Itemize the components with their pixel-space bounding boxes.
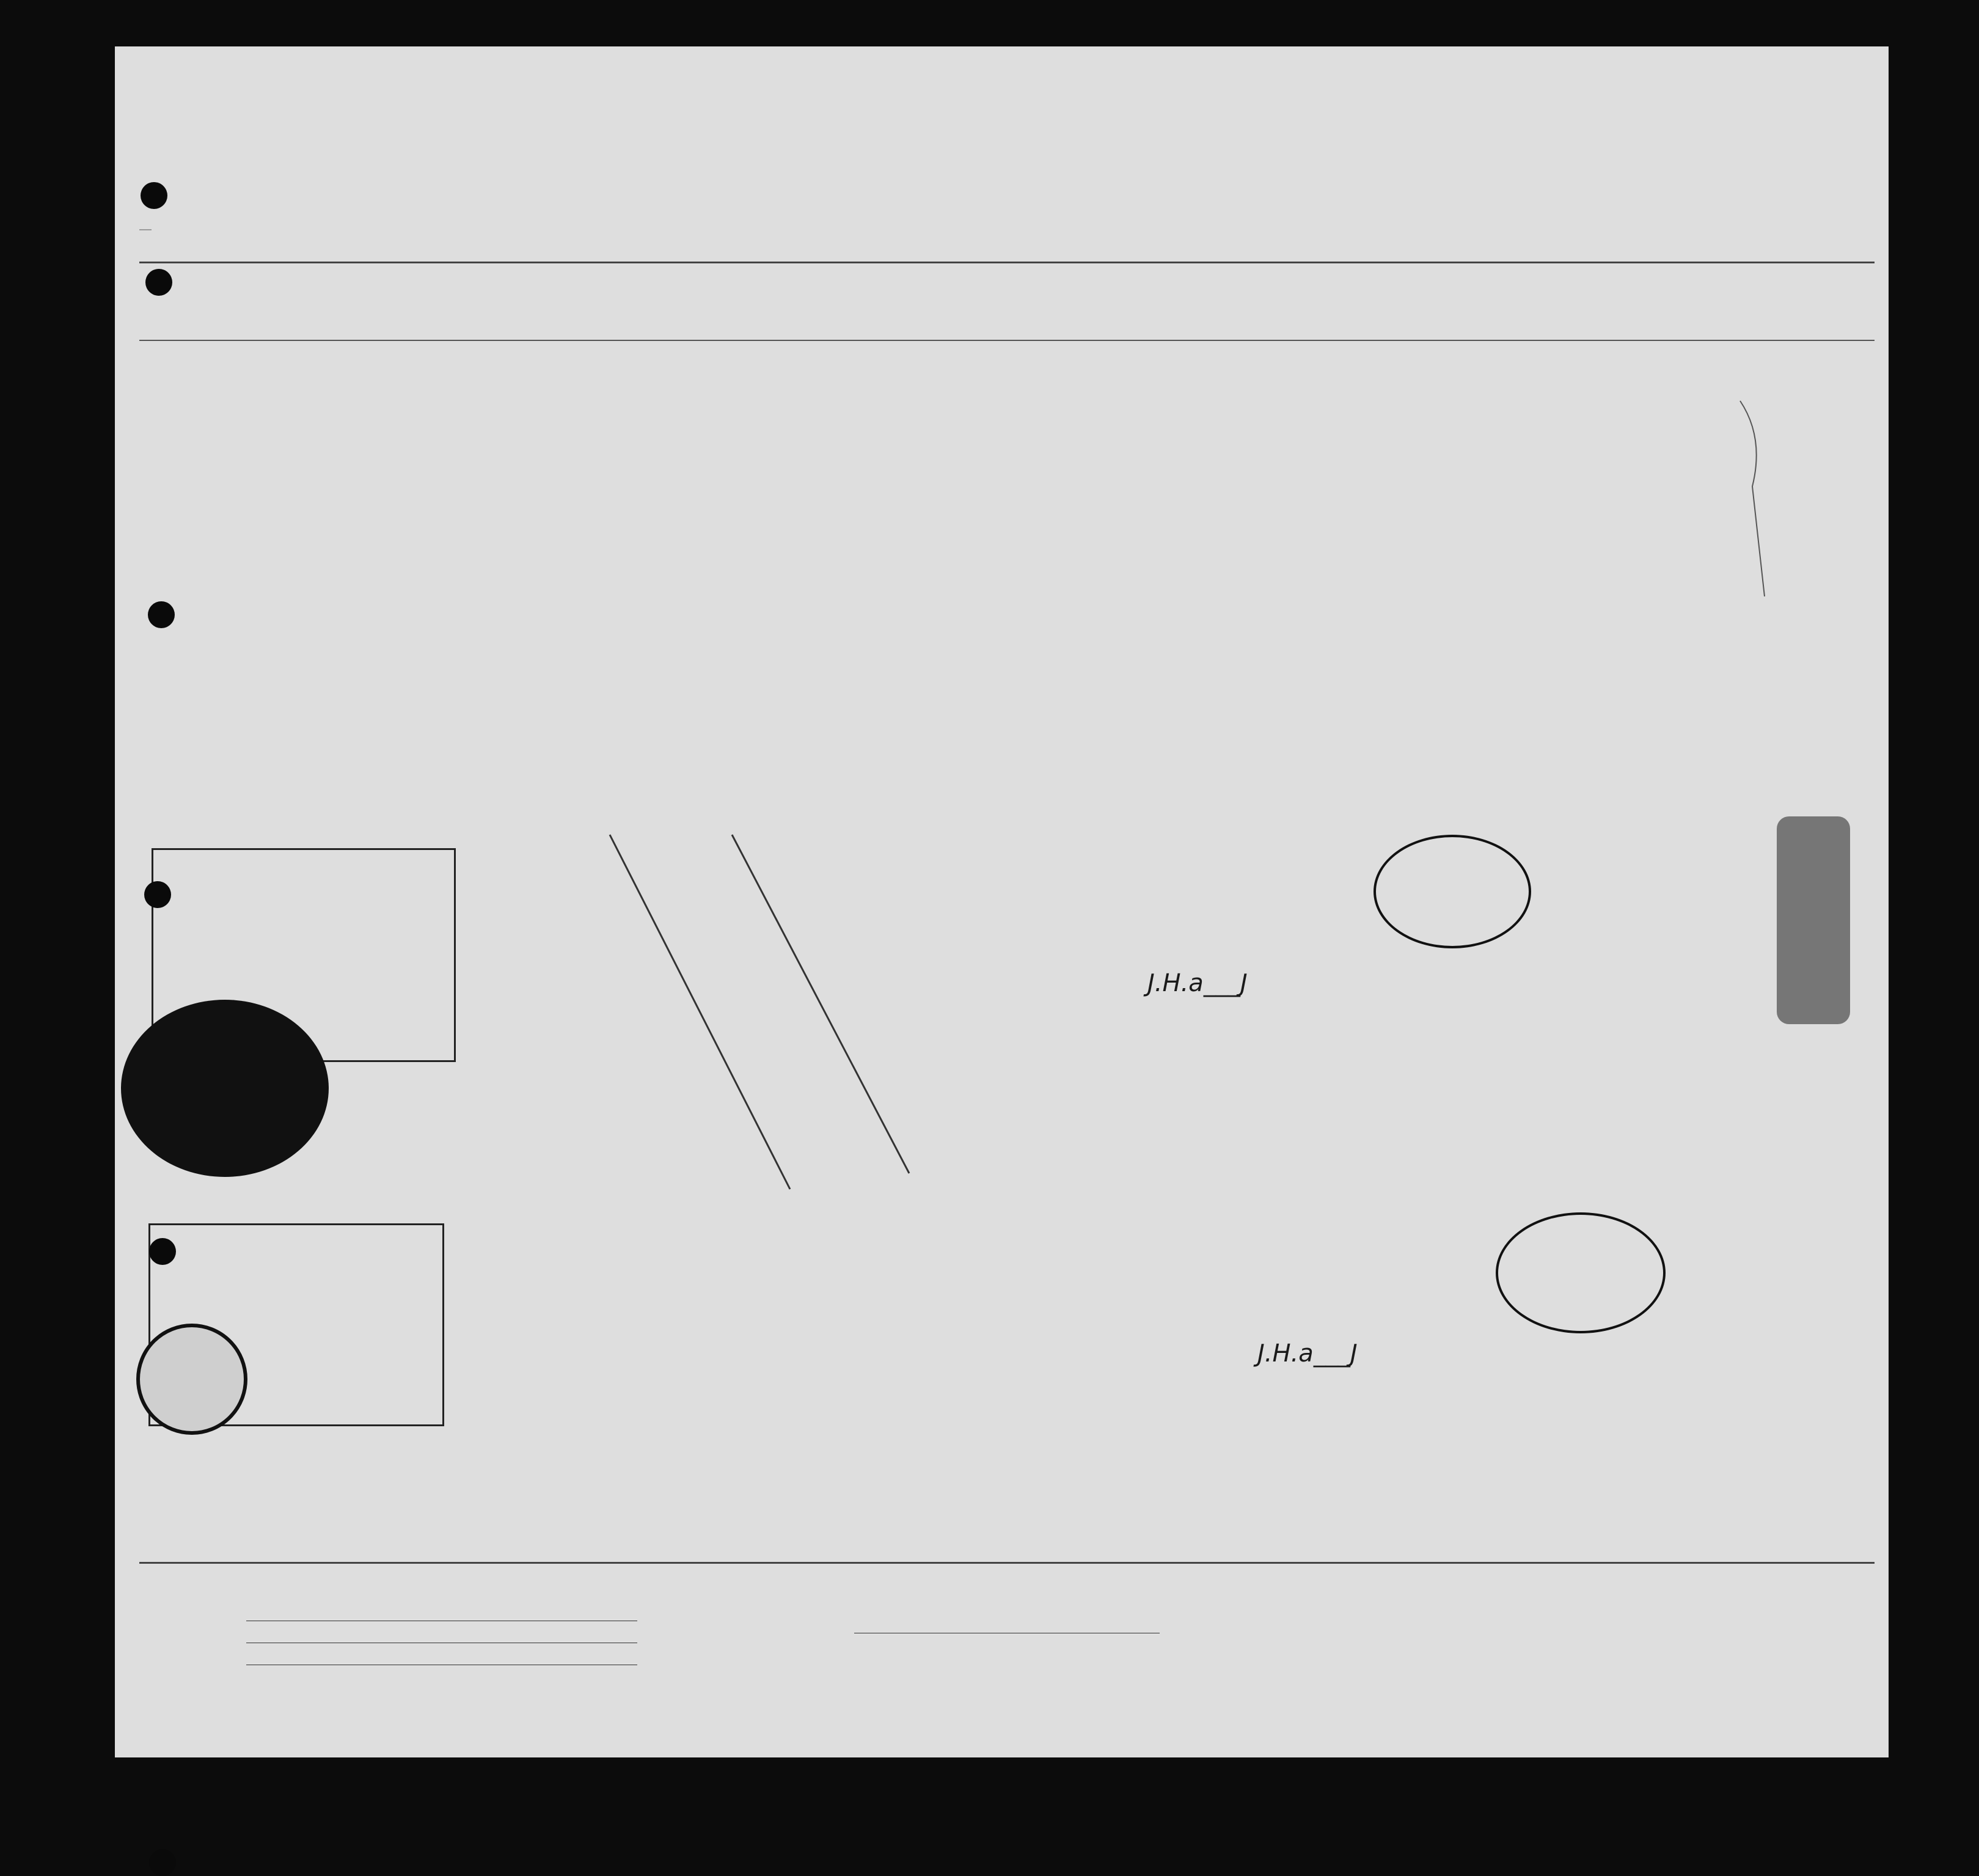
- ink-smudge: [1777, 816, 1850, 1024]
- manifest-sheet: [115, 46, 1889, 1757]
- punch-hole: [149, 1238, 176, 1265]
- punch-hole: [149, 1849, 176, 1876]
- margin-strokes: [115, 46, 1889, 1757]
- superintendent-signature-2: J.H.a___J: [1257, 1339, 1358, 1368]
- punch-hole: [144, 881, 171, 908]
- superintendent-signature-1: J.H.a___J: [1147, 969, 1248, 997]
- punch-hole: [148, 601, 175, 628]
- punch-hole: [145, 269, 172, 296]
- punch-hole: [141, 182, 167, 209]
